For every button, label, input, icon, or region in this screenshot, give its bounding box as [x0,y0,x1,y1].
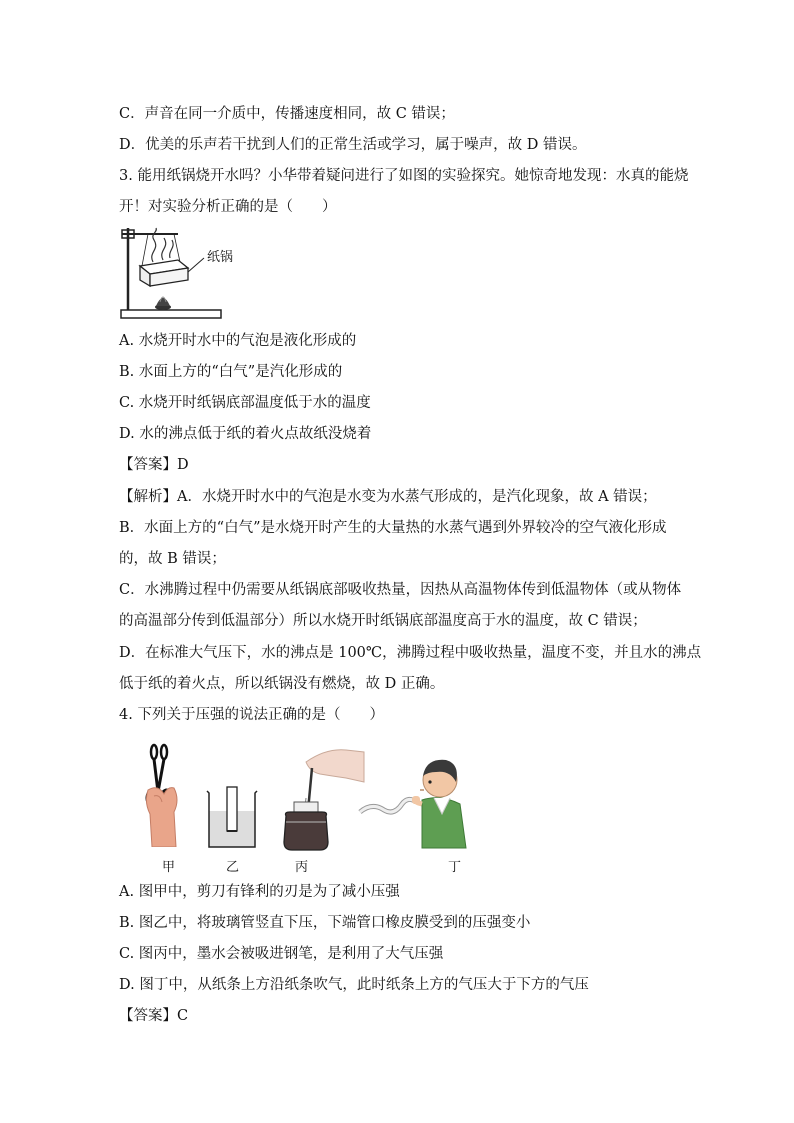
question-3-stem: 开！对实验分析正确的是（ ） [119,199,337,215]
question-3-stem: 3. 能用纸锅烧开水吗？小华带着疑问进行了如图的实验探究。她惊奇地发现：水真的能烧 [119,168,689,184]
analysis-text: C．水沸腾过程中仍需要从纸锅底部吸收热量，因热从高温物体传到低温物体（或从物体 [119,582,682,598]
option-c: C. 图丙中，墨水会被吸进钢笔，是利用了大气压强 [119,946,444,962]
figure-1-label: 纸锅 [207,250,234,265]
analysis-text: B．水面上方的“白气”是水烧开时产生的大量热的水蒸气遇到外界较冷的空气液化形成 [119,520,667,536]
analysis-text: 的高温部分传到低温部分）所以水烧开时纸锅底部温度高于水的温度，故 C 错误； [119,613,647,629]
figure-label-bing: 丙 [295,860,309,875]
analysis-text: 的，故 B 错误； [119,551,226,567]
scissors-hand-figure [140,742,190,847]
answer-label: 【答案】C [119,1008,189,1024]
analysis-text: 【解析】A．水烧开时水中的气泡是水变为水蒸气形成的，是汽化现象，故 A 错误； [119,489,657,505]
figure-label-jia: 甲 [162,860,176,875]
option-a: A. 图甲中，剪刀有锋利的刃是为了减小压强 [119,884,400,900]
boy-blowing-figure [356,752,476,852]
beaker-tube-figure [205,785,260,850]
figure-label-yi: 乙 [226,860,240,875]
text-line: C．声音在同一介质中，传播速度相同，故 C 错误； [119,106,455,122]
option-d: D. 图丁中，从纸条上方沿纸条吹气，此时纸条上方的气压大于下方的气压 [119,977,589,993]
answer-label: 【答案】D [119,457,189,473]
paper-pot-figure [118,224,258,324]
text-line: D．优美的乐声若干扰到人们的正常生活或学习，属于噪声，故 D 错误。 [119,137,587,153]
ink-pen-figure [276,742,366,852]
analysis-text: 低于纸的着火点，所以纸锅没有燃烧，故 D 正确。 [119,676,445,692]
option-a: A. 水烧开时水中的气泡是液化形成的 [119,333,357,349]
question-4-stem: 4. 下列关于压强的说法正确的是（ ） [119,707,384,723]
option-b: B. 图乙中，将玻璃管竖直下压，下端管口橡皮膜受到的压强变小 [119,915,531,931]
option-c: C. 水烧开时纸锅底部温度低于水的温度 [119,395,371,411]
option-b: B. 水面上方的“白气”是汽化形成的 [119,364,343,380]
option-d: D. 水的沸点低于纸的着火点故纸没烧着 [119,426,372,442]
figure-label-ding: 丁 [448,860,462,875]
analysis-text: D．在标准大气压下，水的沸点是 100℃，沸腾过程中吸收热量，温度不变，并且水的沸点 [119,645,702,661]
